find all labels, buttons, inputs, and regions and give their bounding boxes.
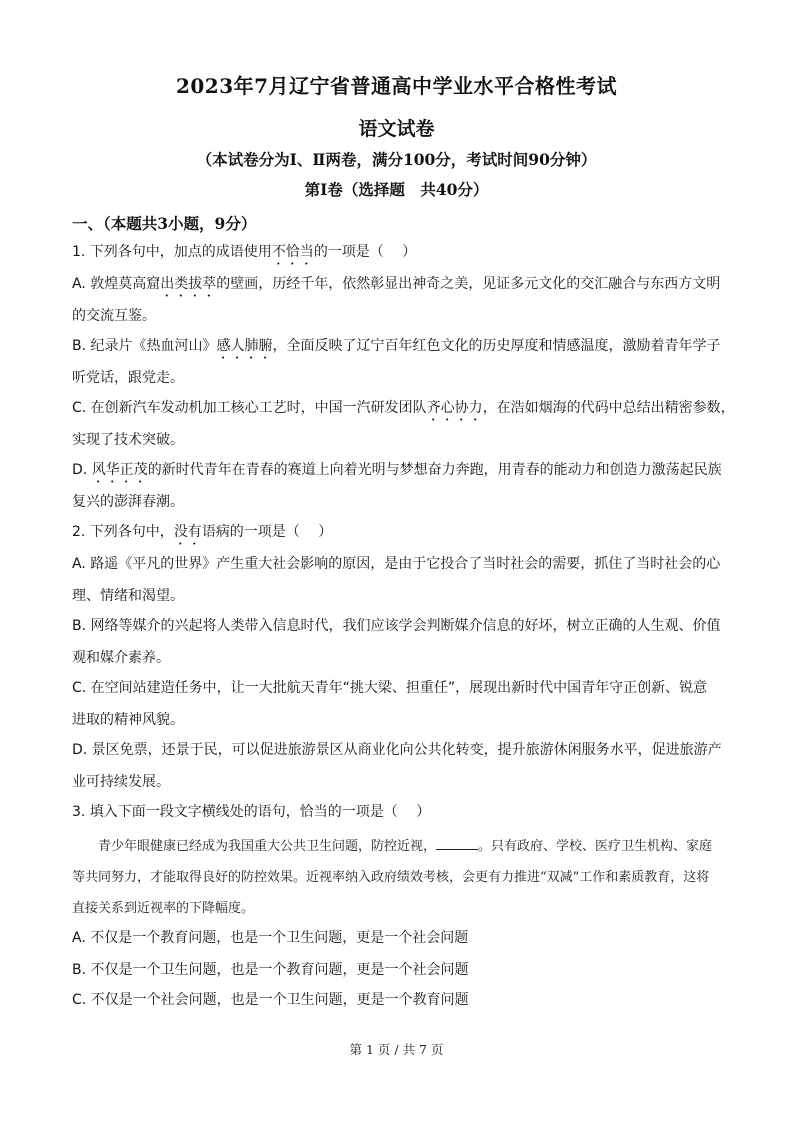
question-1-option-d [72,461,722,486]
question-3-option-b: B. 不仅是一个卫生问题，也是一个教育问题，更是一个社会问题 [72,962,469,978]
option-text: ，全面反映了辽宁百年红色文化的历史厚度和情感温度，激励着青年学子 [272,338,721,354]
question-1-stem [72,243,416,268]
emphasis-text: 不恰当 [271,244,314,260]
question-2-option-c-cont: 进取的精神风貌。 [72,712,184,728]
question-1-option-d-cont: 复兴的澎湃春潮。 [72,494,184,510]
question-3-option-c: C. 不仅是一个社会问题，也是一个卫生问题，更是一个教育问题 [72,992,469,1008]
volume-heading: 第Ⅰ卷（选择题 共40分） [304,180,489,199]
fill-blank [436,835,478,850]
exam-title: 2023年7月辽宁省普通高中学业水平合格性考试 [175,74,618,98]
stem-text: 2. 下列各句中， [72,524,174,540]
page-number: 第 1 页 / 共 7 页 [349,1042,444,1057]
question-3-stem: 3. 填入下面一段文字横线处的语句，恰当的一项是（ ） [72,804,431,820]
question-1-option-c [72,399,735,424]
question-1-option-b-cont: 听党话，跟党走。 [72,370,184,386]
question-2-option-d: D. 景区免票，还景于民，可以促进旅游景区从商业化向公共化转变，提升旅游休闲服务水平，促进旅游产 [72,742,722,758]
emphasis-text: 齐心协力 [426,400,483,416]
question-1-option-a [72,275,720,300]
question-3-option-a: A. 不仅是一个教育问题，也是一个卫生问题，更是一个社会问题 [72,930,469,946]
emphasis-text: 风华正茂 [91,462,148,478]
question-2-option-d-cont: 业可持续发展。 [72,774,170,790]
exam-note: （本试卷分为Ⅰ、Ⅱ两卷，满分100分，考试时间90分钟） [196,150,597,169]
question-2-stem [72,523,332,548]
question-2-option-a-cont: 理、情绪和渴望。 [72,588,184,604]
stem-text: 1. 下列各句中，加点的成语使用 [72,244,272,260]
option-text: A. 敦煌莫高窟 [72,276,161,292]
question-2-option-a: A. 路遥《平凡的世界》产生重大社会影响的原因，是由于它投合了当时社会的需要，抓住了当时社会的心 [72,556,721,572]
option-text: 的壁画，历经千年，依然彰显出神奇之美，见证多元文化的交汇融合与东西方文明 [216,276,721,292]
stem-text: 语病的一项是（ ） [201,524,333,540]
section-heading: 一、（本题共3小题，9分） [72,214,257,233]
question-2-option-b-cont: 观和媒介素养。 [72,650,170,666]
emphasis-text: 没有 [173,524,202,540]
emphasis-text: 感人肺腑 [216,338,273,354]
option-text: 的新时代青年在青春的赛道上向着光明与梦想奋力奔跑，用青春的能动力和创造力激荡起民族 [147,462,722,478]
exam-subtitle: 语文试卷 [358,118,435,140]
emphasis-text: 出类拔萃 [160,276,217,292]
question-1-option-a-cont: 的交流互鉴。 [72,308,156,324]
question-2-option-b: B. 网络等媒介的兴起将人类带入信息时代，我们应该学会判断媒介信息的好坏，树立正确的人生观、价值 [72,618,721,634]
question-1-option-b [72,337,721,362]
stem-text: 的一项是（ ） [313,244,417,260]
option-text: C. 在创新汽车发动机加工核心工艺时，中国一汽研发团队 [72,400,427,416]
passage-text: 青少年眼健康已经成为我国重大公共卫生问题，防控近视， [98,839,437,854]
option-text: ，在浩如烟海的代码中总结出精密参数， [482,400,735,416]
option-text: B. 纪录片《热血河山》 [72,338,217,354]
question-3-passage [72,831,722,924]
question-2-option-c: C. 在空间站建造任务中，让一大批航天青年“挑大梁、担重任”，展现出新时代中国青年守正创新、锐意 [72,680,708,696]
passage-text: 。只有政府、学校、医疗卫生机构、家庭等共同努力，才能取得良好的防控效果。近视率纳入政府绩效考核，会更有力推进“双减”工作和素质教育，这将直接关系到近视率的下降幅度。 [72,839,713,916]
option-text: D. [72,462,92,478]
question-1-option-c-cont: 实现了技术突破。 [72,432,184,448]
